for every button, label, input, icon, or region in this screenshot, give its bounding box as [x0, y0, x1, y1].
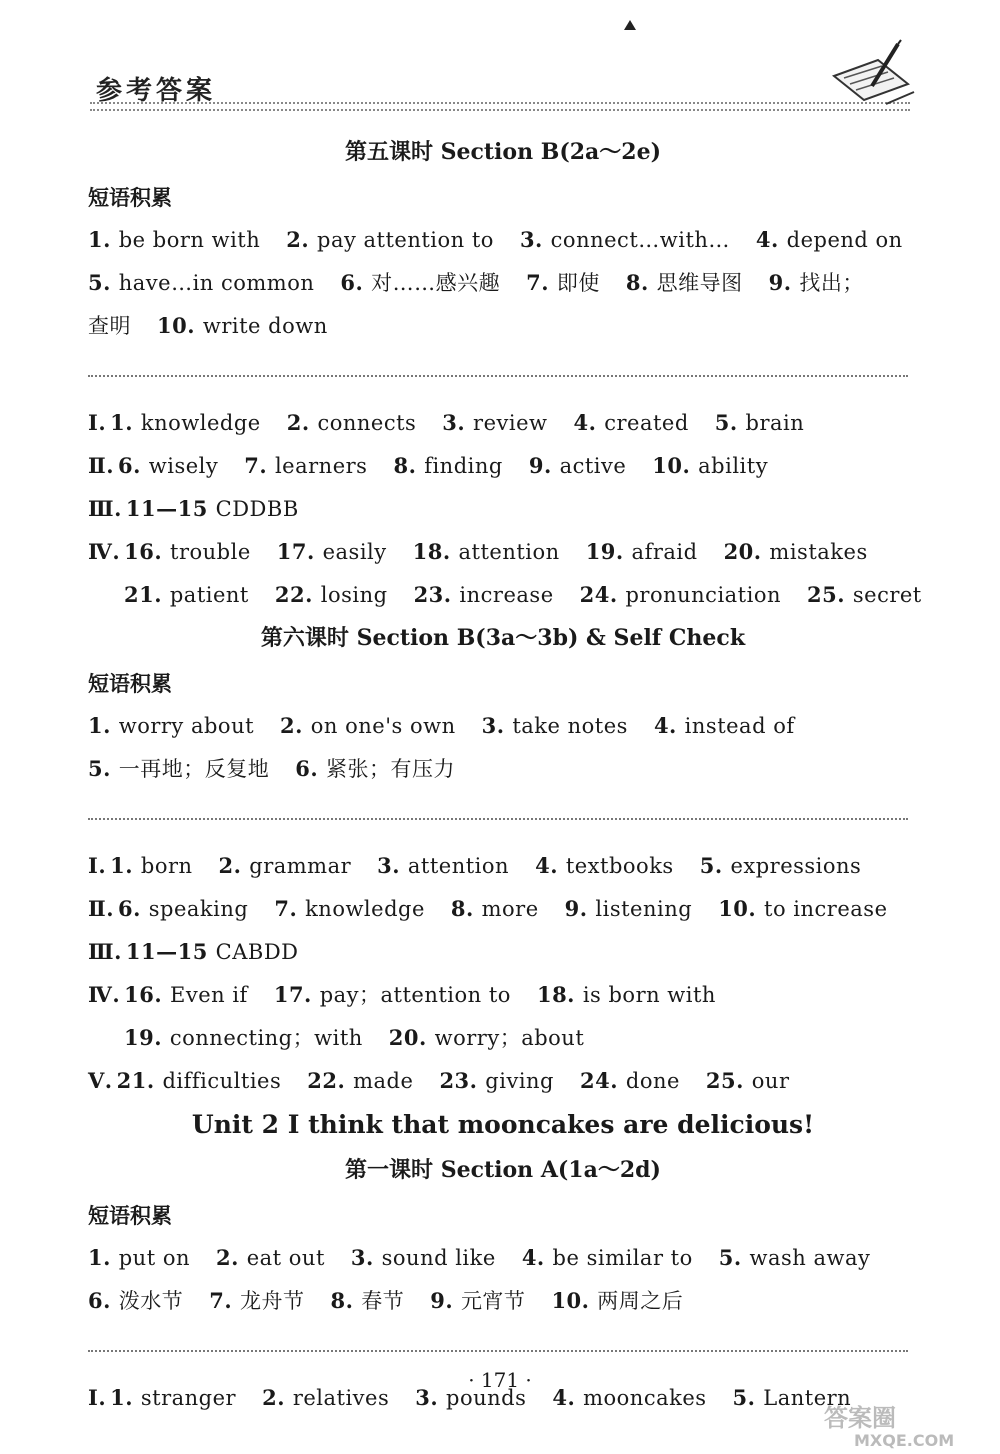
- item-number: 4.: [653, 713, 685, 738]
- item-answer: 即使: [556, 271, 600, 295]
- item-answer: easily: [322, 540, 387, 564]
- lesson-title: 第六课时 Section B(3a～3b) & Self Check: [260, 625, 746, 651]
- item-number: 17.: [273, 982, 320, 1007]
- item-number: 19.: [124, 1025, 170, 1050]
- item-number: 7.: [209, 1288, 240, 1313]
- answer-line: [88, 1279, 918, 1322]
- item-number: 6.: [88, 1288, 119, 1313]
- item-answer: Lantern: [763, 1386, 852, 1410]
- lesson-title: 第五课时 Section B(2a～2e): [344, 139, 662, 165]
- item-answer: sound like: [381, 1246, 496, 1270]
- answer-item: [522, 1246, 693, 1270]
- answer-item: [586, 540, 698, 564]
- dotted-divider: [88, 347, 908, 377]
- answer-item: [295, 757, 455, 781]
- exercise-numeral: Ⅲ.: [88, 939, 122, 964]
- exercise-numeral: Ⅲ.: [88, 496, 122, 521]
- svg-text:MXQE.COM: MXQE.COM: [854, 1431, 955, 1450]
- answer-item: [88, 1289, 183, 1313]
- item-answer: 元宵节: [460, 1289, 526, 1313]
- answer-item: [287, 411, 417, 435]
- item-number: 5.: [699, 853, 731, 878]
- item-number: 2.: [218, 853, 250, 878]
- page-number: · 171 ·: [468, 1368, 532, 1392]
- item-answer: textbooks: [565, 854, 674, 878]
- answer-line: [88, 573, 922, 616]
- item-number: 24.: [579, 582, 626, 607]
- item-number: 19.: [585, 539, 632, 564]
- triangle-mark-icon: [624, 20, 636, 30]
- item-answer: wash away: [749, 1246, 871, 1270]
- item-number: 2.: [286, 227, 317, 252]
- item-answer: stranger: [140, 1386, 237, 1410]
- item-number: 24.: [580, 1068, 626, 1093]
- item-answer: worry about: [118, 714, 255, 738]
- answer-line: [88, 218, 918, 261]
- answer-item: [580, 583, 781, 607]
- item-answer: put on: [118, 1246, 190, 1270]
- item-number: 5.: [714, 410, 746, 435]
- answer-item: [351, 1246, 496, 1270]
- item-answer: on one's own: [310, 714, 456, 738]
- answer-line: [88, 930, 918, 973]
- answer-item: [219, 854, 352, 878]
- item-answer: CABDD: [215, 940, 299, 964]
- item-answer: our: [751, 1069, 790, 1093]
- lesson-title: 第一课时 Section A(1a～2d): [345, 1157, 661, 1183]
- item-number: 2.: [286, 410, 318, 435]
- answer-item: [124, 540, 251, 564]
- page-header: [0, 0, 1000, 120]
- item-answer: secret: [852, 583, 922, 607]
- answer-item: [700, 854, 862, 878]
- item-answer: 春节: [361, 1289, 405, 1313]
- answer-item: [529, 454, 626, 478]
- item-answer: giving: [485, 1069, 555, 1093]
- item-answer: pay；attention to: [319, 983, 511, 1007]
- item-answer: have…in common: [118, 271, 315, 295]
- item-answer: born: [140, 854, 193, 878]
- answer-line: [88, 1059, 918, 1102]
- answer-item: [274, 983, 511, 1007]
- item-answer: 查明: [88, 314, 131, 338]
- answer-item: [216, 1246, 325, 1270]
- header-title: 参考答案: [96, 76, 217, 106]
- item-number: 5.: [88, 756, 119, 781]
- answer-item: [157, 314, 328, 338]
- item-answer: pay attention to: [317, 228, 494, 252]
- answer-item: [124, 583, 249, 607]
- item-answer: knowledge: [140, 411, 261, 435]
- item-answer: 龙舟节: [239, 1289, 305, 1313]
- item-answer: learners: [274, 454, 368, 478]
- notebook-pencil-icon: [826, 38, 916, 108]
- item-number: 9.: [430, 1288, 461, 1313]
- item-answer: wisely: [148, 454, 219, 478]
- item-number: 11—15: [125, 939, 216, 964]
- answer-item: [715, 411, 804, 435]
- item-answer: mooncakes: [583, 1386, 707, 1410]
- item-answer: CDDBB: [215, 497, 299, 521]
- item-answer: relatives: [292, 1386, 390, 1410]
- exercise-numeral: Ⅰ.: [88, 853, 107, 878]
- answer-item: [719, 1246, 871, 1270]
- answer-item: [118, 454, 218, 478]
- item-answer: knowledge: [305, 897, 425, 921]
- item-number: 2.: [280, 713, 311, 738]
- item-number: 10.: [157, 313, 203, 338]
- item-number: 9.: [564, 896, 596, 921]
- phrase-label: 短语积累: [88, 185, 172, 210]
- item-number: 21.: [116, 1068, 163, 1093]
- item-number: 1.: [110, 853, 141, 878]
- item-answer: attention: [458, 540, 560, 564]
- answer-item: [451, 897, 539, 921]
- item-answer: 找出；: [799, 271, 864, 295]
- answer-item: [482, 714, 628, 738]
- answer-item: [537, 983, 716, 1007]
- answer-item: [307, 1069, 413, 1093]
- item-number: 2.: [215, 1245, 247, 1270]
- phrase-label: 短语积累: [88, 1203, 172, 1228]
- item-number: 16.: [124, 982, 171, 1007]
- item-number: 3.: [350, 1245, 382, 1270]
- item-answer: 思维导图: [656, 271, 743, 295]
- answer-line: [88, 401, 918, 444]
- item-number: 20.: [723, 539, 770, 564]
- item-number: 7.: [526, 270, 557, 295]
- item-number: 17.: [276, 539, 323, 564]
- answer-item: [654, 714, 795, 738]
- item-number: 10.: [551, 1288, 598, 1313]
- item-answer: be born with: [118, 228, 261, 252]
- answer-item: [430, 1289, 525, 1313]
- answer-item: [718, 897, 887, 921]
- item-number: 11—15: [125, 496, 216, 521]
- answer-line: [88, 887, 918, 930]
- answer-item: [340, 271, 500, 295]
- item-number: 18.: [536, 982, 583, 1007]
- item-answer: made: [353, 1069, 414, 1093]
- item-answer: ability: [698, 454, 769, 478]
- item-number: 8.: [393, 453, 425, 478]
- item-answer: pounds: [446, 1386, 527, 1410]
- answer-item: [551, 1289, 683, 1313]
- exercise-numeral: Ⅰ.: [88, 410, 107, 435]
- item-number: 18.: [412, 539, 459, 564]
- answer-item: [706, 1069, 790, 1093]
- item-answer: mistakes: [769, 540, 868, 564]
- item-answer: eat out: [246, 1246, 325, 1270]
- item-number: 4.: [755, 227, 787, 252]
- item-number: 4.: [521, 1245, 553, 1270]
- item-answer: trouble: [170, 540, 251, 564]
- item-number: 4.: [552, 1385, 584, 1410]
- item-answer: afraid: [631, 540, 698, 564]
- item-number: 1.: [110, 1385, 141, 1410]
- answer-item: [209, 1289, 304, 1313]
- answer-item: [110, 411, 261, 435]
- dotted-divider: [88, 790, 908, 820]
- item-answer: losing: [320, 583, 388, 607]
- answer-item: [565, 897, 693, 921]
- answer-item: [652, 454, 768, 478]
- answer-item: [88, 314, 131, 338]
- answer-item: [274, 897, 425, 921]
- item-number: 16.: [124, 539, 171, 564]
- item-number: 1.: [88, 227, 119, 252]
- item-answer: depend on: [786, 228, 903, 252]
- answer-item: [377, 854, 509, 878]
- exercise-numeral: Ⅱ.: [88, 453, 115, 478]
- item-answer: connect…with…: [550, 228, 730, 252]
- answer-item: [626, 271, 743, 295]
- dotted-divider: [88, 1322, 908, 1352]
- item-answer: brain: [745, 411, 805, 435]
- item-answer: expressions: [730, 854, 862, 878]
- answer-item: [413, 540, 560, 564]
- answer-item: [88, 757, 269, 781]
- answer-content: [88, 130, 922, 1419]
- svg-text:答案圈: 答案圈: [824, 1404, 896, 1432]
- item-number: 5.: [88, 270, 119, 295]
- item-answer: 对……感兴趣: [371, 271, 501, 295]
- item-number: 5.: [718, 1245, 750, 1270]
- answer-item: [526, 271, 600, 295]
- item-answer: be similar to: [552, 1246, 693, 1270]
- item-answer: active: [559, 454, 627, 478]
- answer-item: [117, 1069, 282, 1093]
- item-number: 22.: [274, 582, 321, 607]
- item-number: 7.: [244, 453, 275, 478]
- item-number: 1.: [110, 410, 141, 435]
- item-number: 20.: [388, 1025, 435, 1050]
- item-answer: done: [625, 1069, 680, 1093]
- answer-line: [88, 530, 918, 573]
- item-number: 1.: [88, 713, 119, 738]
- exercise-numeral: Ⅱ.: [88, 896, 115, 921]
- answer-item: [88, 714, 254, 738]
- exercise-numeral: Ⅳ.: [88, 982, 121, 1007]
- item-number: 10.: [718, 896, 765, 921]
- phrase-label: 短语积累: [88, 671, 172, 696]
- item-number: 3.: [377, 853, 408, 878]
- item-number: 3.: [519, 227, 551, 252]
- item-answer: is born with: [582, 983, 716, 1007]
- item-answer: write down: [202, 314, 328, 338]
- item-number: 6.: [118, 453, 149, 478]
- answer-item: [88, 1246, 190, 1270]
- item-answer: pronunciation: [625, 583, 782, 607]
- item-number: 23.: [413, 582, 460, 607]
- answer-line: [88, 747, 918, 790]
- item-number: 25.: [807, 582, 853, 607]
- answer-item: [439, 1069, 554, 1093]
- item-answer: 一再地；反复地: [118, 757, 270, 781]
- item-number: 3.: [481, 713, 513, 738]
- answer-item: [88, 228, 260, 252]
- item-number: 10.: [652, 453, 699, 478]
- item-answer: connecting；with: [169, 1026, 363, 1050]
- answer-item: [286, 228, 494, 252]
- answer-item: [124, 983, 248, 1007]
- item-answer: to increase: [764, 897, 888, 921]
- item-number: 8.: [330, 1288, 362, 1313]
- item-number: 5.: [732, 1385, 764, 1410]
- item-answer: worry；about: [434, 1026, 585, 1050]
- exercise-numeral: Ⅰ.: [88, 1385, 107, 1410]
- item-answer: 泼水节: [118, 1289, 184, 1313]
- item-number: 25.: [705, 1068, 752, 1093]
- answer-item: [126, 497, 299, 521]
- answer-line: [88, 1016, 918, 1059]
- answer-line: [88, 261, 918, 304]
- answer-item: [520, 228, 730, 252]
- item-number: 21.: [124, 582, 170, 607]
- answer-item: [573, 411, 688, 435]
- answer-item: [724, 540, 868, 564]
- item-number: 9.: [768, 270, 800, 295]
- watermark-logo: [820, 1400, 990, 1450]
- answer-line: [88, 973, 918, 1016]
- answer-item: [807, 583, 922, 607]
- header-rule: [90, 102, 910, 111]
- answer-item: [414, 583, 554, 607]
- answer-item: [393, 454, 502, 478]
- answer-item: [88, 271, 314, 295]
- item-number: 4.: [535, 853, 566, 878]
- item-answer: 两周之后: [597, 1289, 684, 1313]
- answer-line: [88, 844, 918, 887]
- answer-item: [244, 454, 367, 478]
- unit-title: Unit 2 I think that mooncakes are delicious!: [191, 1110, 815, 1139]
- answer-item: [756, 228, 903, 252]
- answer-item: [280, 714, 456, 738]
- item-answer: patient: [169, 583, 249, 607]
- item-number: 9.: [528, 453, 560, 478]
- item-number: 6.: [118, 896, 149, 921]
- answer-line: [88, 704, 918, 747]
- item-number: 1.: [88, 1245, 119, 1270]
- answer-item: [275, 583, 388, 607]
- answer-item: [126, 940, 299, 964]
- item-answer: 紧张；有压力: [325, 757, 455, 781]
- item-number: 3.: [415, 1385, 446, 1410]
- answer-item: [535, 854, 674, 878]
- answer-item: [769, 271, 864, 295]
- answer-item: [442, 411, 547, 435]
- item-answer: grammar: [249, 854, 352, 878]
- item-number: 6.: [295, 756, 326, 781]
- answer-line: [88, 487, 918, 530]
- item-number: 8.: [625, 270, 657, 295]
- item-answer: speaking: [148, 897, 249, 921]
- item-answer: finding: [424, 454, 503, 478]
- item-answer: listening: [595, 897, 693, 921]
- answer-item: [580, 1069, 680, 1093]
- answer-line: [88, 444, 918, 487]
- item-number: 2.: [262, 1385, 293, 1410]
- answer-item: [110, 854, 192, 878]
- item-answer: instead of: [684, 714, 795, 738]
- item-number: 7.: [274, 896, 306, 921]
- item-answer: attention: [407, 854, 510, 878]
- item-number: 8.: [450, 896, 482, 921]
- answer-item: [330, 1289, 404, 1313]
- answer-item: [277, 540, 387, 564]
- item-answer: increase: [459, 583, 554, 607]
- exercise-numeral: Ⅴ.: [88, 1068, 113, 1093]
- item-answer: more: [481, 897, 539, 921]
- item-answer: Even if: [170, 983, 248, 1007]
- item-number: 6.: [340, 270, 372, 295]
- item-number: 4.: [573, 410, 605, 435]
- answer-item: [124, 1026, 363, 1050]
- answer-line: [88, 304, 918, 347]
- item-number: 22.: [307, 1068, 354, 1093]
- item-number: 23.: [439, 1068, 486, 1093]
- item-answer: review: [473, 411, 548, 435]
- answer-item: [118, 897, 248, 921]
- item-answer: connects: [317, 411, 417, 435]
- item-answer: created: [604, 411, 689, 435]
- item-answer: take notes: [512, 714, 628, 738]
- answer-line: [88, 1236, 918, 1279]
- exercise-numeral: Ⅳ.: [88, 539, 121, 564]
- item-number: 3.: [442, 410, 474, 435]
- answer-item: [389, 1026, 585, 1050]
- item-answer: difficulties: [162, 1069, 282, 1093]
